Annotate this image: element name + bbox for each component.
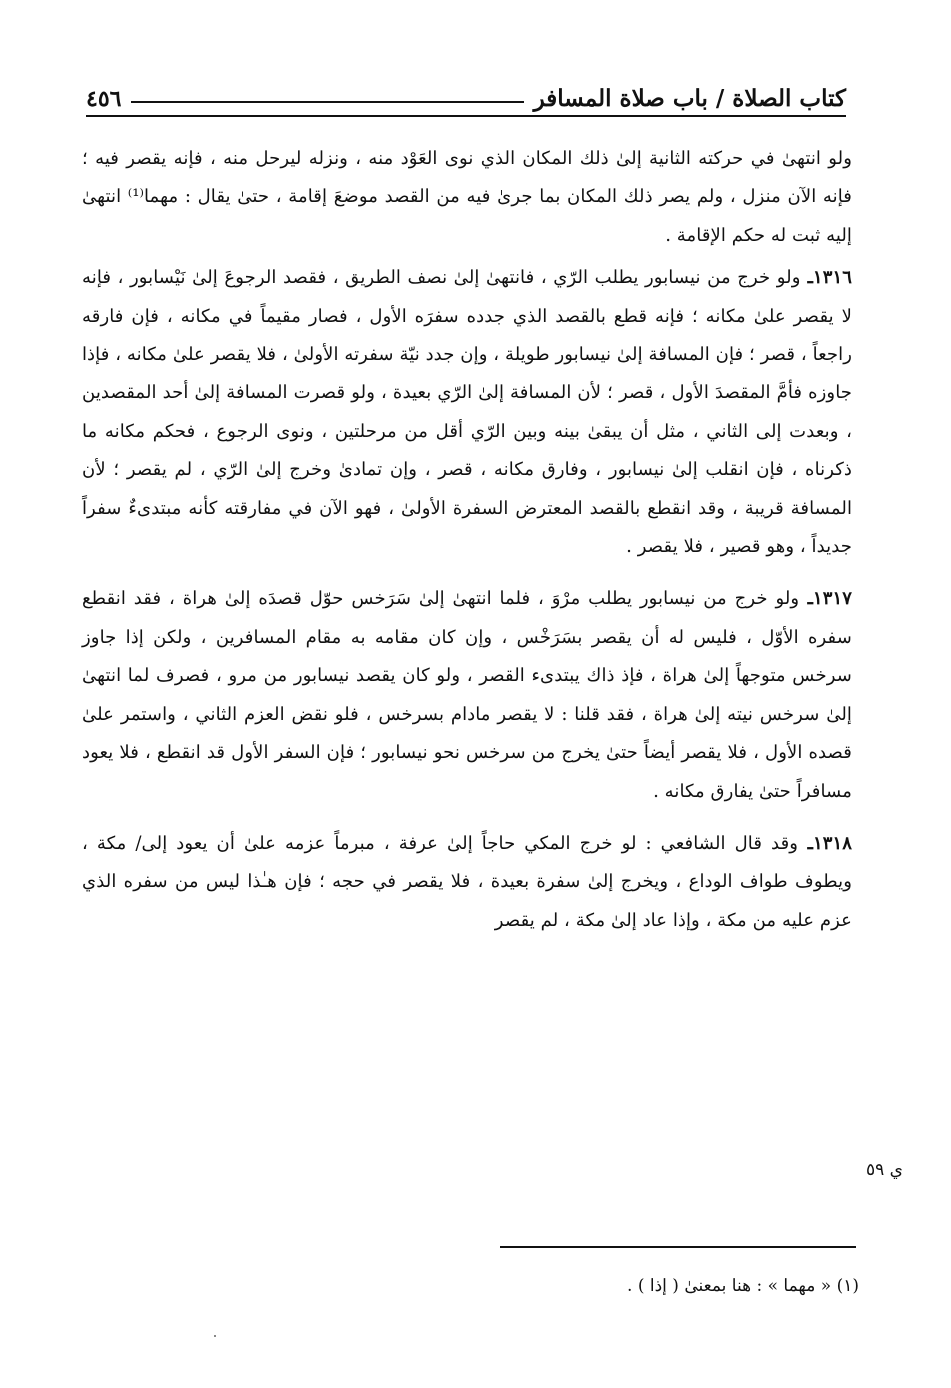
footnote-divider xyxy=(500,1246,856,1248)
margin-manuscript-ref: ي ٥٩ xyxy=(866,1160,903,1180)
paragraph-number: ١٣١٧ xyxy=(812,588,852,610)
header-divider xyxy=(86,115,846,117)
paragraph-number: ١٣١٦ xyxy=(812,267,852,289)
paragraph-1316 xyxy=(82,259,852,566)
header-rule xyxy=(131,101,523,103)
footnote: (١) « مهما » : هنا بمعنىٰ ( إذا ) . xyxy=(627,1276,859,1296)
paragraph-text: وقد قال الشافعي : لو خرج المكي حاجاً إلىٰ عرفة ، مبرماً عزمه علىٰ أن يعود إلى/ مكة ، ويطوف طواف الوداع ، ويخرج إلىٰ سفرة بعيدة ، فلا يقصر في حجه ؛ فإن هـٰذا ليس من سفره الذي عزم عليه من مكة ، وإذا عاد إلىٰ مكة ، لم يقصر xyxy=(82,832,852,931)
paragraph-1317 xyxy=(82,580,852,810)
paragraph-text: ولو خرج من نيسابور يطلب مرْوَ ، فلما انتهىٰ إلىٰ سَرَخس حوّل قصدَه إلىٰ هراة ، فقد انقطع سفره الأوّل ، فليس له أن يقصر بسَرَخْس ، وإن كان مقامه به مقام المسافرين ، ولكن إذا جاوز سرخس متوجهاً إلىٰ هراة ، فإذ ذاك يبتدىء القصر ، ولو كان يقصد نيسابور من مرو ، فصرف لما انتهىٰ إلىٰ سرخس نيته إلىٰ هراة ، فقد قلنا : لا يقصر مادام بسرخس ، فلو نقض العزم الثاني ، واستمر علىٰ قصده الأول ، فلا يقصر أيضاً حتىٰ يخرج من سرخس نحو نيسابور ؛ فإن السفر الأول قد انقطع ، فلا يعود مسافراً حتىٰ يفارق مكانه . xyxy=(82,588,852,802)
scan-speck xyxy=(214,1335,216,1337)
paragraph-dash: ـ xyxy=(798,832,813,854)
paragraph-dash: ـ xyxy=(800,267,813,289)
paragraph-1318 xyxy=(82,825,852,940)
paragraph-number: ١٣١٨ xyxy=(812,832,853,854)
header-title: كتاب الصلاة / باب صلاة المسافر xyxy=(533,85,846,112)
paragraph-continuation xyxy=(82,140,852,255)
paragraph-text: ولو خرج من نيسابور يطلب الرّي ، فانتهىٰ إلىٰ نصف الطريق ، فقصد الرجوعَ إلىٰ نَيْسابور ، فإنه لا يقصر علىٰ مكانه ؛ فإنه قطع بالقصد الذي جدده سفرَه الأول ، فصار مقيماً في مكانه ، فإن فارقه راجعاً ، قصر ؛ فإن المسافة إلىٰ نيسابور طويلة ، وإن جدد نيّة سفرته الأولىٰ ، فلا يقصر علىٰ مكانه ، فإذا جاوزه فأمَّ المقصدَ الأول ، قصر ؛ لأن المسافة إلىٰ الرّي بعيدة ، ولو قصرت المسافة إلىٰ أحد المقصدين ، وبعدت إلى الثاني ، مثل أن يبقىٰ بينه وبين الرّي أقل من مرحلتين ، ونوى الرجوع ، فحكم مكانه ما ذكرناه ، فإن انقلب إلىٰ نيسابور ، وفارق مكانه ، قصر ، وإن تمادىٰ وخرج إلىٰ الرّي ، لم يقصر ؛ لأن المسافة قريبة ، وقد انقطع بالقصد المعترض السفرة الأولىٰ ، فهو الآن في مفارقته كأنه مبتدىءٌ سفراً جديداً ، وهو قصير ، فلا يقصر . xyxy=(82,267,852,558)
main-text xyxy=(82,140,852,940)
paragraph-text: ولو انتهىٰ في حركته الثانية إلىٰ ذلك المكان الذي نوى العَوْد منه ، ونزله ليرحل منه ، فإنه يقصر فيه ؛ فإنه الآن منزل ، ولم يصر ذلك المكان بما جرىٰ فيه من القصد موضعَ إقامة ، حتىٰ يقال : مهما⁽¹⁾ انتهىٰ إليه ثبت له حكم الإقامة . xyxy=(82,148,852,246)
running-header xyxy=(86,78,846,112)
page-number: ٤٥٦ xyxy=(86,86,122,112)
paragraph-dash: ـ xyxy=(799,588,813,610)
